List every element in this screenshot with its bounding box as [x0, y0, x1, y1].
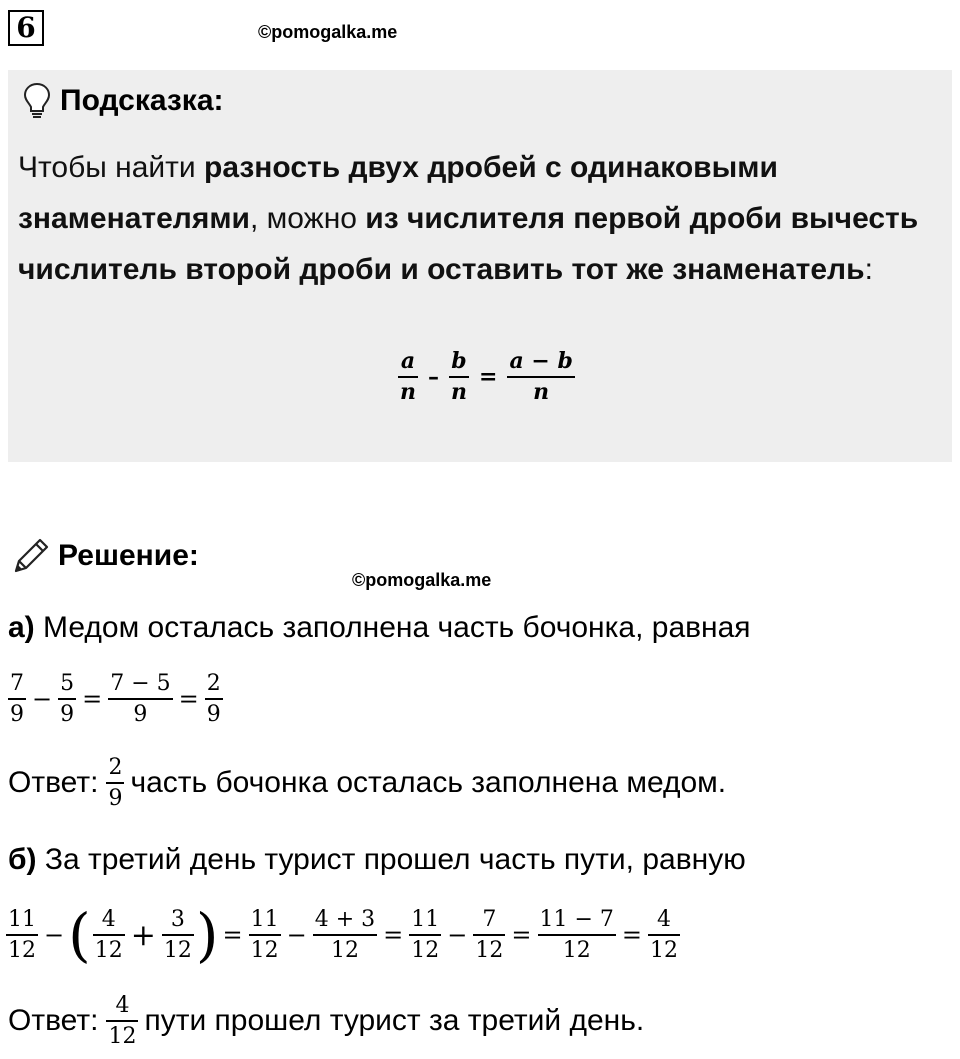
- minus-sign: −: [447, 921, 468, 949]
- fraction-bar: [507, 376, 574, 378]
- fraction-bar: [398, 376, 418, 378]
- pencil-icon: [10, 535, 52, 577]
- fraction-bar: [6, 934, 38, 936]
- equals-sign: =: [479, 364, 498, 391]
- watermark-top: ©pomogalka.me: [258, 22, 398, 42]
- fraction: [409, 908, 441, 962]
- fraction: [58, 672, 76, 726]
- answer-prefix: Ответ:: [8, 766, 99, 800]
- minus-sign: −: [32, 685, 53, 714]
- hint-text-part: , можно: [249, 202, 366, 235]
- fraction: [8, 672, 26, 726]
- part-b-statement: [8, 842, 746, 878]
- part-a-equation: [6, 672, 225, 726]
- hint-text-part: :: [864, 253, 873, 286]
- equals-sign: =: [222, 921, 243, 949]
- denominator: 12: [8, 938, 36, 963]
- hint-text-bold: из числителя первой дроби вычесть числитель второй дроби и оставить тот же знаменатель: [18, 202, 919, 286]
- fraction: [6, 908, 38, 962]
- denominator: 12: [562, 938, 591, 963]
- numerator: 7: [10, 671, 24, 696]
- fraction-bar: [409, 934, 441, 936]
- numerator: a − b: [509, 348, 573, 374]
- plus-sign: +: [130, 917, 156, 953]
- fraction-bar: [58, 698, 76, 700]
- fraction-bar: [162, 934, 194, 936]
- fraction-amb-n: [507, 350, 574, 404]
- hint-title-text: Подсказка:: [60, 84, 224, 117]
- hint-text-bold: разность двух дробей с одинаковыми знаменателями: [18, 151, 778, 235]
- denominator: 12: [650, 938, 679, 963]
- fraction: [648, 908, 680, 962]
- numerator: 11: [8, 906, 36, 932]
- denominator: 12: [108, 1024, 137, 1050]
- fraction: [93, 908, 125, 962]
- numerator: 3: [170, 906, 185, 932]
- numerator: 5: [60, 671, 75, 696]
- right-paren: ): [195, 901, 219, 969]
- denominator: 12: [163, 938, 192, 963]
- denominator: n: [533, 379, 550, 406]
- numerator: 7 − 5: [110, 671, 171, 696]
- fraction-bar: [205, 698, 223, 700]
- fraction-bar: [449, 376, 469, 378]
- solution-title: [10, 535, 199, 577]
- numerator: 4 + 3: [314, 906, 376, 932]
- part-b-answer: [8, 994, 644, 1048]
- denominator: 12: [330, 938, 359, 963]
- fraction: [162, 908, 194, 962]
- fraction-bar: [538, 934, 616, 936]
- fraction-bar: [249, 934, 281, 936]
- part-a-label: а): [8, 611, 35, 644]
- fraction: [205, 672, 223, 726]
- denominator: 9: [10, 702, 24, 728]
- fraction: [108, 672, 172, 726]
- fraction-bar: [108, 698, 172, 700]
- numerator: 11: [250, 906, 279, 932]
- watermark-middle: ©pomogalka.me: [352, 570, 492, 590]
- fraction-bar: [106, 1020, 138, 1022]
- fraction: [473, 908, 505, 962]
- fraction: [538, 908, 616, 962]
- answer-text: пути прошел турист за третий день.: [144, 1004, 645, 1038]
- solution-title-text: Решение:: [58, 539, 199, 572]
- numerator: b: [451, 348, 467, 374]
- part-a-text: Медом осталась заполнена часть бочонка, равная: [34, 611, 751, 644]
- hint-formula: [396, 350, 577, 404]
- numerator: 4: [101, 906, 116, 932]
- hint-text-part: Чтобы найти: [18, 151, 205, 184]
- fraction-bar: [93, 934, 125, 936]
- denominator: 12: [475, 938, 504, 963]
- fraction-b-n: [449, 350, 469, 404]
- fraction-bar: [648, 934, 680, 936]
- numerator: 2: [108, 755, 123, 780]
- fraction-bar: [313, 934, 377, 936]
- part-b-text: За третий день турист прошел часть пути, равную: [36, 843, 746, 876]
- equals-sign: =: [621, 921, 643, 949]
- task-number: 6: [8, 10, 44, 46]
- numerator: a: [400, 348, 416, 374]
- minus-sign: −: [286, 921, 307, 949]
- fraction-a-n: [398, 350, 418, 404]
- hint-text: [18, 142, 938, 295]
- denominator: 12: [250, 938, 279, 963]
- equals-sign: =: [178, 685, 199, 714]
- numerator: 7: [482, 906, 497, 932]
- denominator: 12: [94, 938, 123, 963]
- denominator: 9: [206, 702, 221, 728]
- answer-fraction: [106, 756, 124, 810]
- part-a-answer: [8, 756, 726, 810]
- lightbulb-icon: [22, 82, 52, 120]
- part-b-label: б): [8, 843, 37, 876]
- numerator: 4: [657, 906, 672, 932]
- answer-text: часть бочонка осталась заполнена медом.: [130, 766, 727, 800]
- left-paren: (: [68, 901, 91, 969]
- fraction: [313, 908, 377, 962]
- equals-sign: =: [383, 921, 404, 949]
- answer-fraction: [106, 994, 138, 1048]
- denominator: 12: [411, 938, 440, 963]
- answer-prefix: Ответ:: [8, 1004, 99, 1038]
- denominator: 9: [133, 702, 148, 728]
- numerator: 11 − 7: [539, 906, 614, 932]
- part-a-statement: [8, 610, 751, 646]
- denominator: n: [400, 379, 416, 406]
- fraction-bar: [106, 782, 124, 784]
- numerator: 11: [411, 906, 440, 932]
- numerator: 4: [115, 993, 130, 1018]
- denominator: n: [451, 379, 467, 406]
- numerator: 2: [206, 671, 221, 696]
- minus-sign: −: [44, 921, 65, 949]
- minus-sign: –: [428, 364, 439, 391]
- denominator: 9: [108, 786, 123, 812]
- denominator: 9: [60, 702, 75, 728]
- hint-title: [22, 82, 224, 120]
- fraction-bar: [473, 934, 505, 936]
- part-b-equation: [4, 901, 682, 969]
- fraction: [249, 908, 281, 962]
- equals-sign: =: [511, 921, 532, 949]
- fraction-bar: [8, 698, 26, 700]
- equals-sign: =: [82, 685, 103, 714]
